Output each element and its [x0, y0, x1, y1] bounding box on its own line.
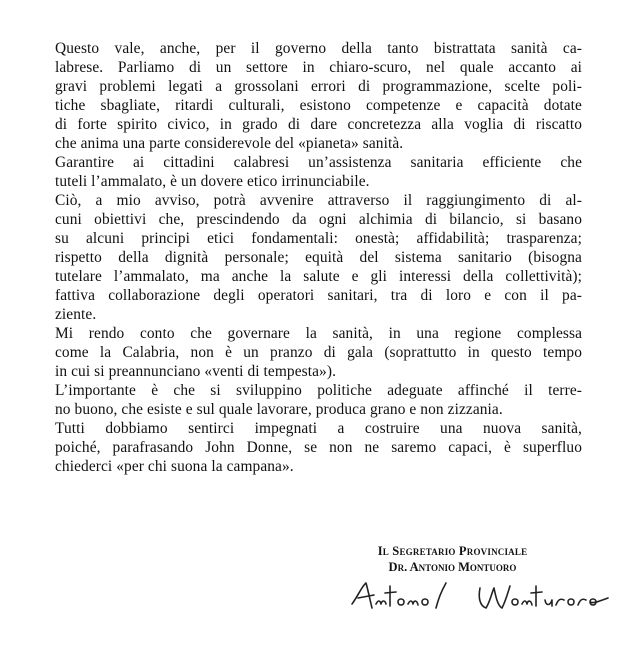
- text-line: cuni obiettivi che, prescindendo da ogni alchimia di bilancio, si basano: [55, 211, 582, 228]
- handwritten-signature: [350, 578, 610, 618]
- text-line: Mi rendo conto che governare la sanità, in una regione complessa: [55, 325, 582, 342]
- text-line: che anima una parte considerevole del «pianeta» sanità.: [55, 135, 404, 152]
- paragraph-6: [55, 419, 582, 476]
- signatory-title: Il Segretario Provinciale: [377, 544, 528, 558]
- text-line: chiederci «per chi suona la campana».: [55, 458, 294, 475]
- paragraph-4: [55, 324, 582, 381]
- text-line: gravi problemi legati a grossolani errori di programmazione, scelte poli-: [55, 78, 582, 95]
- text-line: rispetto della dignità personale; equità del sistema sanitario (bisogna: [55, 249, 582, 266]
- text-line: labrese. Parliamo di un settore in chiaro-scuro, nel quale accanto ai: [55, 59, 582, 76]
- text-line: Ciò, a mio avviso, potrà avvenire attraverso il raggiungimento di al-: [55, 192, 582, 209]
- text-line: su alcuni principi etici fondamentali: onestà; affidabilità; trasparenza;: [55, 230, 582, 247]
- text-line: in cui si preannunciano «venti di tempesta»).: [55, 363, 337, 380]
- text-line: Tutti dobbiamo sentirci impegnati a costruire una nuova sanità,: [55, 420, 582, 437]
- text-line: no buono, che esiste e sul quale lavorare, produca grano e non zizzania.: [55, 401, 503, 418]
- text-line: tuteli l’ammalato, è un dovere etico irrinunciabile.: [55, 173, 370, 190]
- text-line: Garantire ai cittadini calabresi un’assistenza sanitaria efficiente che: [55, 154, 582, 171]
- text-line: poiché, parafrasando John Donne, se non ne saremo capaci, è superfluo: [55, 439, 582, 456]
- text-line: fattiva collaborazione degli operatori sanitari, tra di loro e con il pa-: [55, 287, 582, 304]
- letter-body: [55, 39, 582, 476]
- signatory-name: Dr. Antonio Montuoro: [388, 560, 517, 574]
- text-line: come la Calabria, non è un pranzo di gala (soprattutto in questo tempo: [55, 344, 582, 361]
- text-line: L’importante è che si sviluppino politiche adeguate affinché il terre-: [55, 382, 582, 399]
- paragraph-1: [55, 39, 582, 153]
- paragraph-3: [55, 191, 582, 324]
- text-line: tutelare l’ammalato, ma anche la salute e gli interessi della collettività);: [55, 268, 582, 285]
- text-line: ziente.: [55, 306, 97, 323]
- paragraph-5: [55, 381, 582, 419]
- paragraph-2: [55, 153, 582, 191]
- text-line: tiche sbagliate, ritardi culturali, esistono competenze e capacità dotate: [55, 97, 582, 114]
- text-line: Questo vale, anche, per il governo della tanto bistrattata sanità ca-: [55, 40, 582, 57]
- signature-block: [330, 543, 575, 575]
- text-line: di forte spirito civico, in grado di dare concretezza alla voglia di riscatto: [55, 116, 582, 133]
